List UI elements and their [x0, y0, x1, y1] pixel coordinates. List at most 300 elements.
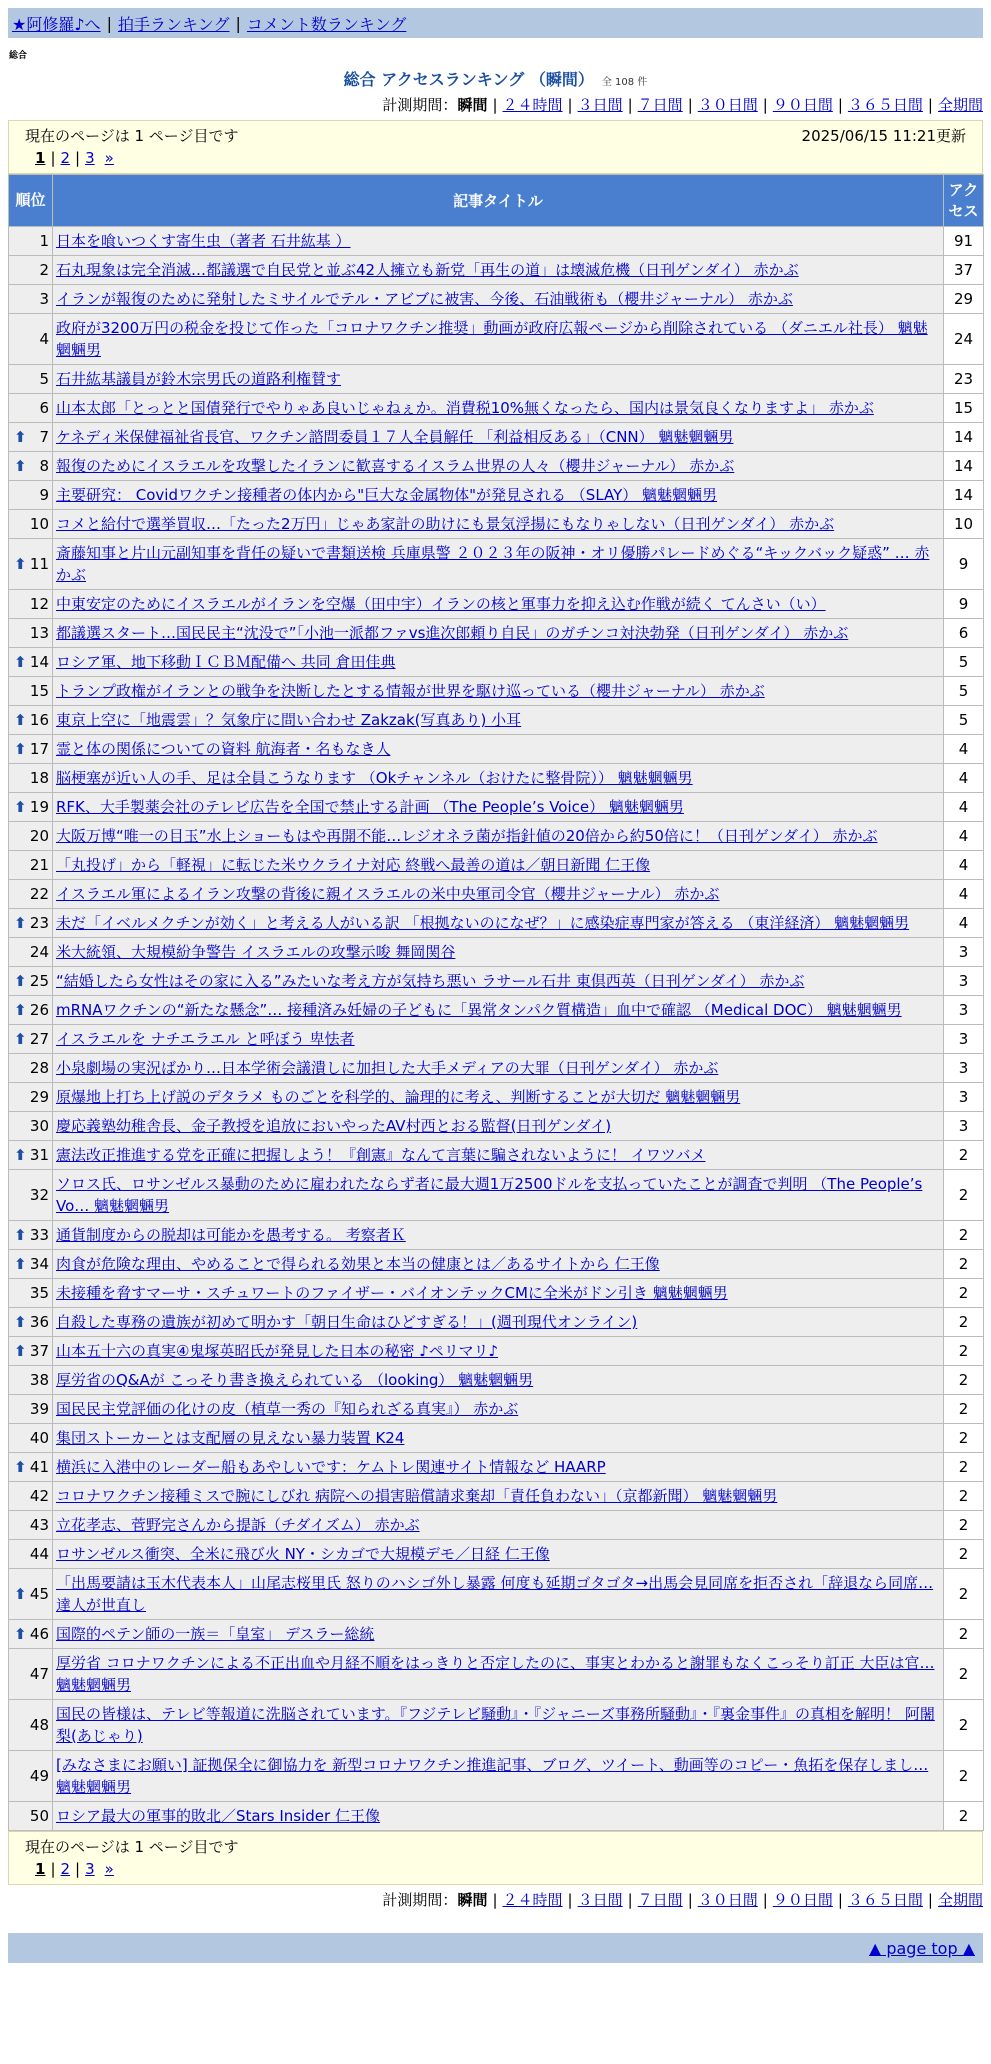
- table-row: [9, 510, 984, 539]
- rank-number: 41: [29, 1458, 49, 1476]
- table-row: [9, 764, 984, 793]
- table-row: [9, 648, 984, 677]
- table-row: [9, 1112, 984, 1141]
- article-link[interactable]: “結婚したら女性はその家に入る”みたいな考え方が気持ち悪い ラサール石井 東倶西英（日刊ゲンダイ） 赤かぶ: [56, 972, 805, 990]
- access-count: 9: [944, 590, 984, 619]
- rising-arrow-icon: ⬆: [14, 1030, 27, 1048]
- article-link[interactable]: ケネディ米保健福祉省長官、ワクチン諮問委員１７人全員解任 「利益相反ある」（CNN） 魑魅魍魎男: [56, 428, 734, 446]
- access-count: 3: [944, 938, 984, 967]
- rank-number: 20: [29, 827, 49, 845]
- access-count: 4: [944, 793, 984, 822]
- title-column-header: 記事タイトル: [53, 175, 944, 227]
- access-count: 4: [944, 764, 984, 793]
- access-count: 2: [944, 1308, 984, 1337]
- article-link[interactable]: 都議選スタート…国民民主“沈没で”「小池一派都ファvs進次郎頼り自民」のガチンコ対決勃発（日刊ゲンダイ） 赤かぶ: [56, 624, 849, 642]
- access-count: 4: [944, 851, 984, 880]
- period-separator: |: [927, 96, 933, 114]
- rising-arrow-icon: ⬆: [14, 1001, 27, 1019]
- table-row: [9, 1083, 984, 1112]
- article-link[interactable]: 報復のためにイスラエルを攻撃したイランに歓喜するイスラム世界の人々（櫻井ジャーナル） 赤かぶ: [56, 457, 735, 475]
- rank-cell: [9, 1700, 53, 1751]
- rank-number: 13: [29, 624, 49, 642]
- period-link-5[interactable]: ３６５日間: [847, 1891, 923, 1909]
- access-count: 2: [944, 1620, 984, 1649]
- article-link[interactable]: 大阪万博“唯一の目玉”水上ショーもはや再開不能…レジオネラ菌が指針値の20倍から約50倍に！（日刊ゲンダイ） 赤かぶ: [56, 827, 878, 845]
- rank-number: 32: [29, 1186, 49, 1204]
- table-row: [9, 822, 984, 851]
- period-separator: |: [687, 1891, 693, 1909]
- rank-cell: [9, 1279, 53, 1308]
- table-row: [9, 256, 984, 285]
- table-row: [9, 1279, 984, 1308]
- period-link-5[interactable]: ３６５日間: [847, 96, 923, 114]
- title-cell: [53, 452, 944, 481]
- table-row: [9, 1395, 984, 1424]
- access-count: 2: [944, 1751, 984, 1802]
- rising-arrow-icon: ⬆: [14, 798, 27, 816]
- page-link[interactable]: 2: [60, 149, 71, 167]
- rank-cell: [9, 1802, 53, 1831]
- article-link[interactable]: 国際的ペテン師の一族＝「皇室」 デスラー総統: [56, 1625, 375, 1643]
- title-cell: [53, 996, 944, 1025]
- access-count: 29: [944, 285, 984, 314]
- article-link[interactable]: 慶応義塾幼稚舎長、金子教授を追放においやったAV村西とおる監督(日刊ゲンダイ): [56, 1117, 612, 1135]
- table-row: [9, 996, 984, 1025]
- table-row: [9, 1337, 984, 1366]
- rank-cell: [9, 1308, 53, 1337]
- rank-cell: [9, 648, 53, 677]
- table-row: [9, 481, 984, 510]
- page-link[interactable]: 2: [60, 1860, 71, 1878]
- rank-cell: [9, 314, 53, 365]
- article-link[interactable]: 斎藤知事と片山元副知事を背任の疑いで書類送検 兵庫県警 ２０２３年の阪神・オリ優勝パレードめぐる“キックバック疑惑” … 赤かぶ: [56, 544, 930, 584]
- table-row: [9, 285, 984, 314]
- rank-number: 16: [29, 711, 49, 729]
- rank-cell: [9, 1482, 53, 1511]
- rank-cell: [9, 1083, 53, 1112]
- rank-cell: [9, 1025, 53, 1054]
- rank-cell: [9, 1649, 53, 1700]
- page-separator: |: [75, 1860, 81, 1878]
- category-label: 総合: [9, 51, 28, 61]
- period-link-1[interactable]: ３日間: [577, 1891, 623, 1909]
- page-status: 現在のページは 1 ページ目です: [25, 1837, 239, 1856]
- period-link-2[interactable]: ７日間: [637, 96, 683, 114]
- table-row: [9, 1649, 984, 1700]
- rising-arrow-icon: ⬆: [14, 555, 27, 573]
- table-row: [9, 1054, 984, 1083]
- table-row: [9, 880, 984, 909]
- rank-number: 39: [29, 1400, 49, 1418]
- current-page: 1: [35, 149, 46, 167]
- rank-cell: [9, 1424, 53, 1453]
- rank-number: 40: [29, 1429, 49, 1447]
- rank-cell: [9, 1540, 53, 1569]
- access-count: 2: [944, 1540, 984, 1569]
- rank-cell: [9, 1395, 53, 1424]
- rank-number: 22: [29, 885, 49, 903]
- period-link-6[interactable]: 全期間: [937, 1891, 983, 1909]
- article-link[interactable]: 集団ストーカーとは支配層の見えない暴力装置 K24: [56, 1429, 405, 1447]
- rank-number: 10: [29, 515, 49, 533]
- article-link[interactable]: 肉食が危険な理由、やめることで得られる効果と本当の健康とは／あるサイトから 仁王像: [56, 1255, 660, 1273]
- rank-number: 43: [29, 1516, 49, 1534]
- table-row: [9, 967, 984, 996]
- period-separator: |: [492, 96, 498, 114]
- period-separator: |: [762, 96, 768, 114]
- rank-number: 47: [29, 1665, 49, 1683]
- access-count: 2: [944, 1511, 984, 1540]
- rank-number: 11: [29, 555, 49, 573]
- period-separator: |: [687, 96, 693, 114]
- rank-cell: [9, 423, 53, 452]
- access-count: 2: [944, 1366, 984, 1395]
- table-row: [9, 590, 984, 619]
- period-link-6[interactable]: 全期間: [937, 96, 983, 114]
- table-row: [9, 938, 984, 967]
- article-link[interactable]: 石丸現象は完全消滅…都議選で自民党と並ぶ42人擁立も新党「再生の道」は壊滅危機（日刊ゲンダイ） 赤かぶ: [56, 261, 799, 279]
- rank-column-header: [9, 175, 53, 227]
- table-row: [9, 227, 984, 256]
- article-link[interactable]: 山本五十六の真実④鬼塚英昭氏が発見した日本の秘密 ♪ペリマリ♪: [56, 1342, 499, 1360]
- article-link[interactable]: 米大統領、大規模紛争警告 イスラエルの攻撃示唆 舞岡関谷: [56, 943, 456, 961]
- access-count: 37: [944, 256, 984, 285]
- table-row: [9, 619, 984, 648]
- table-row: [9, 1453, 984, 1482]
- period-current: 瞬間: [457, 1891, 488, 1909]
- next-page-link[interactable]: »: [104, 149, 114, 167]
- access-count: 10: [944, 510, 984, 539]
- article-link[interactable]: トランプ政権がイランとの戦争を決断したとする情報が世界を駆け巡っている（櫻井ジャーナル） 赤かぶ: [56, 682, 765, 700]
- page-link[interactable]: 3: [85, 149, 95, 167]
- rank-number: 36: [29, 1313, 49, 1331]
- access-count: 2: [944, 1482, 984, 1511]
- table-row: [9, 1025, 984, 1054]
- title-cell: [53, 1083, 944, 1112]
- title-cell: [53, 1751, 944, 1802]
- access-count: 6: [944, 619, 984, 648]
- title-cell: [53, 1424, 944, 1453]
- rank-cell: [9, 539, 53, 590]
- table-row: [9, 735, 984, 764]
- rank-cell: [9, 1511, 53, 1540]
- title-cell: [53, 227, 944, 256]
- header-label-part: セス: [948, 201, 979, 220]
- access-count: 5: [944, 677, 984, 706]
- title-cell: [53, 822, 944, 851]
- article-link[interactable]: 国民の皆様は、テレビ等報道に洗脳されています。『フジテレビ騒動』・『ジャニーズ事務所騒動』・『裏金事件』の真相を解明！ 阿闍梨(あじゃり): [56, 1705, 935, 1745]
- table-row: [9, 1482, 984, 1511]
- rank-cell: [9, 880, 53, 909]
- rank-cell: [9, 938, 53, 967]
- article-link[interactable]: 憲法改正推進する党を正確に把握しよう！『創憲』なんて言葉に騙されないように！ イワツバメ: [56, 1146, 706, 1164]
- article-link[interactable]: RFK、大手製薬会社のテレビ広告を全国で禁止する計画 （The People’s Voice） 魑魅魍魎男: [56, 798, 684, 816]
- table-row: [9, 1751, 984, 1802]
- rank-number: 29: [29, 1088, 49, 1106]
- period-separator: |: [837, 1891, 843, 1909]
- article-link[interactable]: 山本太郎「とっとと国債発行でやりゃあ良いじゃねぇか。消費税10%無くなったら、国内は景気良くなりますよ」 赤かぶ: [56, 399, 874, 417]
- rising-arrow-icon: ⬆: [14, 1313, 27, 1331]
- rank-cell: [9, 590, 53, 619]
- title-cell: [53, 1054, 944, 1083]
- rank-cell: [9, 735, 53, 764]
- title-cell: [53, 1540, 944, 1569]
- period-link-0[interactable]: ２４時間: [502, 1891, 563, 1909]
- title-cell: [53, 394, 944, 423]
- total-count: 全 108 件: [601, 77, 648, 88]
- period-separator: |: [837, 96, 843, 114]
- table-row: [9, 1700, 984, 1751]
- title-cell: [53, 1511, 944, 1540]
- rank-cell: [9, 706, 53, 735]
- title-cell: [53, 1025, 944, 1054]
- table-row: [9, 793, 984, 822]
- nav-separator: |: [235, 13, 241, 33]
- rank-cell: [9, 365, 53, 394]
- period-separator: |: [567, 1891, 573, 1909]
- table-row: [9, 1511, 984, 1540]
- title-cell: [53, 539, 944, 590]
- rank-cell: [9, 1366, 53, 1395]
- title-cell: [53, 1221, 944, 1250]
- rank-number: 2: [39, 261, 49, 279]
- title-cell: [53, 1170, 944, 1221]
- article-link[interactable]: mRNAワクチンの“新たな懸念”… 接種済み妊婦の子どもに「異常タンパク質構造」血中で確認 （Medical DOC） 魑魅魍魎男: [56, 1001, 902, 1019]
- access-count: 2: [944, 1170, 984, 1221]
- title-cell: [53, 1569, 944, 1620]
- rising-arrow-icon: ⬆: [14, 1226, 27, 1244]
- rank-number: 26: [29, 1001, 49, 1019]
- title-cell: [53, 909, 944, 938]
- table-row: [9, 1540, 984, 1569]
- article-link[interactable]: 国民民主党評価の化けの皮（植草一秀の『知られざる真実』） 赤かぶ: [56, 1400, 519, 1418]
- article-link[interactable]: 霊と体の関係についての資料 航海者・名もなき人: [56, 740, 391, 758]
- rank-number: 27: [29, 1030, 49, 1048]
- rank-cell: [9, 677, 53, 706]
- article-link[interactable]: 未接種を脅すマーサ・スチュワートのファイザー・バイオンテックCMに全米がドン引き 魑魅魍魎男: [56, 1284, 728, 1302]
- period-link-1[interactable]: ３日間: [577, 96, 623, 114]
- home-link[interactable]: ★阿修羅♪へ: [12, 14, 101, 34]
- article-link[interactable]: 政府が3200万円の税金を投じて作った「コロナワクチン推奨」動画が政府広報ページから削除されている （ダニエル社長） 魑魅魍魎男: [56, 319, 928, 359]
- rank-cell: [9, 1620, 53, 1649]
- access-count: 2: [944, 1141, 984, 1170]
- table-row: [9, 1366, 984, 1395]
- rank-cell: [9, 227, 53, 256]
- access-count: 3: [944, 967, 984, 996]
- article-link[interactable]: ソロス氏、ロサンゼルス暴動のために雇われたならず者に最大週1万2500ドルを支払っていたことが調査で判明 （The People’s Vo… 魑魅魍魎男: [56, 1175, 923, 1215]
- rank-number: 17: [29, 740, 49, 758]
- comment-ranking-link[interactable]: コメント数ランキング: [246, 14, 407, 34]
- next-page-link[interactable]: »: [104, 1860, 114, 1878]
- article-link[interactable]: 小泉劇場の実況ばかり…日本学術会議潰しに加担した大手メディアの大罪（日刊ゲンダイ） 赤かぶ: [56, 1059, 719, 1077]
- rank-number: 6: [39, 399, 49, 417]
- article-link[interactable]: 厚労省 コロナワクチンによる不正出血や月経不順をはっきりと否定したのに、事実とわかると謝罪もなくこっそり訂正 大臣は官… 魑魅魍魎男: [56, 1654, 935, 1694]
- rank-cell: [9, 996, 53, 1025]
- access-count: 4: [944, 880, 984, 909]
- title-cell: [53, 256, 944, 285]
- article-link[interactable]: イランが報復のために発射したミサイルでテル・アビブに被害、今後、石油戦術も（櫻井ジャーナル） 赤かぶ: [56, 290, 793, 308]
- access-count: 3: [944, 1025, 984, 1054]
- rank-cell: [9, 1141, 53, 1170]
- rank-number: 14: [29, 653, 49, 671]
- page-links: [25, 146, 966, 170]
- rank-cell: [9, 619, 53, 648]
- access-count: 2: [944, 1802, 984, 1831]
- access-count: 9: [944, 539, 984, 590]
- article-link[interactable]: 通貨制度からの脱却は可能かを愚考する。 考察者Ｋ: [56, 1226, 406, 1244]
- article-link[interactable]: 主要研究： Covidワクチン接種者の体内から"巨大な金属物体"が発見される （SLAY） 魑魅魍魎男: [56, 486, 718, 504]
- rising-arrow-icon: ⬆: [14, 1146, 27, 1164]
- rank-cell: [9, 1453, 53, 1482]
- rank-number: 50: [29, 1807, 49, 1825]
- rank-cell: [9, 452, 53, 481]
- table-row: [9, 851, 984, 880]
- access-count: 2: [944, 1453, 984, 1482]
- article-link[interactable]: 石井紘基議員が鈴木宗男氏の道路利権賛す: [56, 370, 342, 388]
- rank-number: 42: [29, 1487, 49, 1505]
- table-row: [9, 314, 984, 365]
- title-cell: [53, 735, 944, 764]
- rank-number: 48: [29, 1716, 49, 1734]
- period-separator: |: [927, 1891, 933, 1909]
- rising-arrow-icon: ⬆: [14, 653, 27, 671]
- title-cell: [53, 880, 944, 909]
- rank-number: 33: [29, 1226, 49, 1244]
- title-cell: [53, 1112, 944, 1141]
- table-row: [9, 1424, 984, 1453]
- clap-ranking-link[interactable]: 拍手ランキング: [117, 14, 230, 34]
- article-link[interactable]: 日本を喰いつくす寄生虫（著者 石井紘基 ）: [56, 232, 351, 250]
- rank-cell: [9, 285, 53, 314]
- title-cell: [53, 851, 944, 880]
- rank-number: 49: [29, 1767, 49, 1785]
- rising-arrow-icon: ⬆: [14, 1255, 27, 1273]
- article-link[interactable]: ロサンゼルス衝突、全米に飛び火 NY・シカゴで大規模デモ／日経 仁王像: [56, 1545, 550, 1563]
- table-row: [9, 1170, 984, 1221]
- article-link[interactable]: 未だ「イベルメクチンが効く」と考える人がいる訳 「根拠ないのになぜ？」に感染症専門家が答える （東洋経済） 魑魅魍魎男: [56, 914, 910, 932]
- table-row: [9, 452, 984, 481]
- article-link[interactable]: 原爆地上打ち上げ説のデタラメ ものごとを科学的、論理的に考え、判断することが大切だ 魑魅魍魎男: [56, 1088, 741, 1106]
- table-row: [9, 1141, 984, 1170]
- access-count: 2: [944, 1337, 984, 1366]
- period-link-2[interactable]: ７日間: [637, 1891, 683, 1909]
- title-cell: [53, 365, 944, 394]
- rank-number: 1: [39, 232, 49, 250]
- rank-number: 46: [29, 1625, 49, 1643]
- access-count: 2: [944, 1250, 984, 1279]
- period-link-4[interactable]: ９０日間: [772, 1891, 833, 1909]
- title-cell: [53, 677, 944, 706]
- period-selector: [8, 94, 983, 116]
- period-link-4[interactable]: ９０日間: [772, 96, 833, 114]
- period-link-0[interactable]: ２４時間: [502, 96, 563, 114]
- table-row: [9, 1569, 984, 1620]
- table-row: [9, 1221, 984, 1250]
- article-link[interactable]: 中東安定のためにイスラエルがイランを空爆（田中宇）イランの核と軍事力を抑え込む作戦が続く てんさい（い）: [56, 595, 826, 613]
- article-link[interactable]: 横浜に入港中のレーダー船もあやしいです：ケムトレ関連サイト情報など HAARP: [56, 1458, 606, 1476]
- access-count: 2: [944, 1700, 984, 1751]
- period-link-3[interactable]: ３０日間: [697, 96, 758, 114]
- rank-cell: [9, 1054, 53, 1083]
- table-row: [9, 539, 984, 590]
- access-count: 14: [944, 423, 984, 452]
- page-link[interactable]: 3: [85, 1860, 95, 1878]
- title-cell: [53, 314, 944, 365]
- rank-cell: [9, 1221, 53, 1250]
- title-cell: [53, 793, 944, 822]
- rising-arrow-icon: ⬆: [14, 972, 27, 990]
- access-count: 2: [944, 1649, 984, 1700]
- title-cell: [53, 1337, 944, 1366]
- rank-number: 31: [29, 1146, 49, 1164]
- page-separator: |: [75, 149, 81, 167]
- rank-number: 37: [29, 1342, 49, 1360]
- access-count: 2: [944, 1279, 984, 1308]
- page-separator: |: [50, 149, 56, 167]
- rank-number: 23: [29, 914, 49, 932]
- rank-cell: [9, 1112, 53, 1141]
- rank-number: 35: [29, 1284, 49, 1302]
- article-link[interactable]: 「出馬要請は玉木代表本人」山尾志桜里氏 怒りのハシゴ外し暴露 何度も延期ゴタゴタ→出馬会見同席を拒否され「辞退なら同席… 達人が世直し: [56, 1574, 934, 1614]
- rank-cell: [9, 1751, 53, 1802]
- rising-arrow-icon: ⬆: [14, 457, 27, 475]
- rank-cell: [9, 1569, 53, 1620]
- rank-cell: [9, 1337, 53, 1366]
- article-link[interactable]: 東京上空に「地震雲」？気象庁に問い合わせ Zakzak(写真あり) 小耳: [56, 711, 522, 729]
- title-cell: [53, 1802, 944, 1831]
- article-link[interactable]: 立花孝志、菅野完さんから提訴（チダイズム） 赤かぶ: [56, 1516, 420, 1534]
- nav-separator: |: [106, 13, 112, 33]
- article-link[interactable]: コロナワクチン接種ミスで腕にしびれ 病院への損害賠償請求棄却「責任負わない」（京都新聞） 魑魅魍魎男: [56, 1487, 778, 1505]
- period-separator: |: [492, 1891, 498, 1909]
- access-count: 15: [944, 394, 984, 423]
- rank-number: 25: [29, 972, 49, 990]
- rank-number: 18: [29, 769, 49, 787]
- article-link[interactable]: コメと給付で選挙買収…「たった2万円」じゃあ家計の助けにも景気浮揚にもなりゃしない（日刊ゲンダイ） 赤かぶ: [56, 515, 835, 533]
- article-link[interactable]: イスラエルを ナチエラエル と呼ぼう 卑怯者: [56, 1030, 355, 1048]
- table-row: [9, 909, 984, 938]
- rising-arrow-icon: ⬆: [14, 1342, 27, 1360]
- rising-arrow-icon: ⬆: [14, 711, 27, 729]
- article-link[interactable]: ロシア軍、地下移動ＩＣＢＭ配備へ 共同 倉田佳典: [56, 653, 396, 671]
- period-link-3[interactable]: ３０日間: [697, 1891, 758, 1909]
- rank-cell: [9, 394, 53, 423]
- title-cell: [53, 967, 944, 996]
- article-link[interactable]: 「丸投げ」から「軽視」に転じた米ウクライナ対応 終戦へ最善の道は／朝日新聞 仁王像: [56, 856, 651, 874]
- rank-number: 44: [29, 1545, 49, 1563]
- article-link[interactable]: イスラエル軍によるイラン攻撃の背後に親イスラエルの米中央軍司令官（櫻井ジャーナル） 赤かぶ: [56, 885, 720, 903]
- table-row: [9, 394, 984, 423]
- rank-number: 3: [39, 290, 49, 308]
- updated-timestamp: 2025/06/15 11:21更新: [801, 126, 966, 145]
- rank-number: 21: [29, 856, 49, 874]
- title-cell: [53, 1308, 944, 1337]
- article-link[interactable]: ロシア最大の軍事的敗北／Stars Insider 仁王像: [56, 1807, 380, 1825]
- table-header-row: [9, 175, 984, 227]
- page-title: [0, 67, 991, 90]
- page-top-link[interactable]: ▲ page top ▲: [868, 1938, 975, 1958]
- page-status: 現在のページは 1 ページ目です: [25, 126, 239, 145]
- article-link[interactable]: [みなさまにお願い] 証拠保全に御協力を 新型コロナワクチン推進記事、ブログ、ツイート、動画等のコピー・魚拓を保存しまし… 魑魅魍魎男: [56, 1756, 929, 1796]
- article-link[interactable]: 脳梗塞が近い人の手、足は全員こうなります （Okチャンネル（おけたに整骨院）） 魑魅魍魎男: [56, 769, 693, 787]
- article-link[interactable]: 厚労省のQ&Aが こっそり書き換えられている （looking） 魑魅魍魎男: [56, 1371, 534, 1389]
- table-row: [9, 1802, 984, 1831]
- article-link[interactable]: 自殺した専務の遺族が初めて明かす「朝日生命はひどすぎる！」(週刊現代オンライン): [56, 1313, 638, 1331]
- access-count: 24: [944, 314, 984, 365]
- access-count: 5: [944, 706, 984, 735]
- rank-cell: [9, 909, 53, 938]
- table-row: [9, 423, 984, 452]
